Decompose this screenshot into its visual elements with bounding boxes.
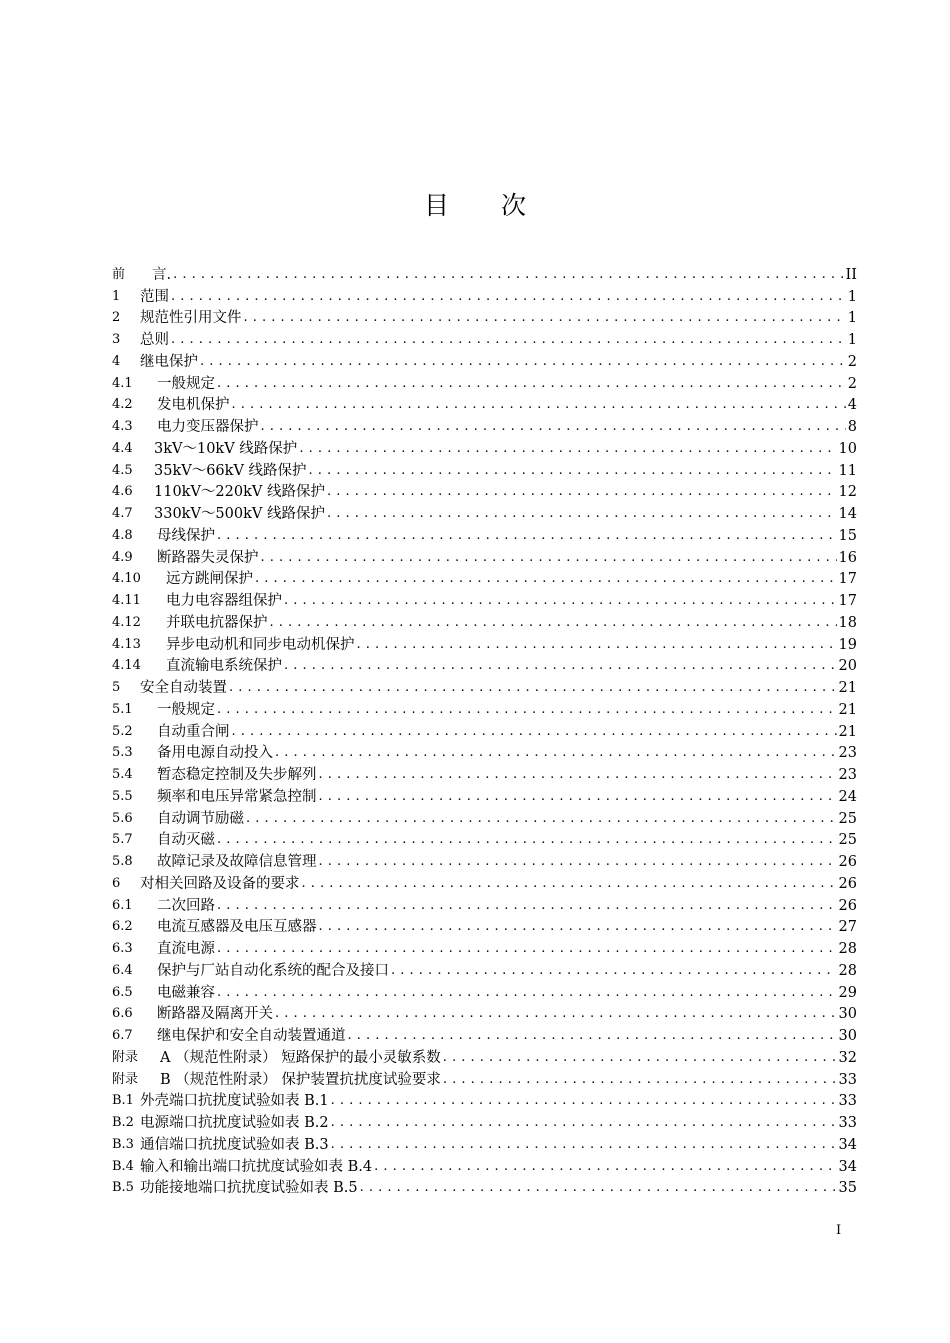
toc-entry-label: 断路器及隔离开关	[157, 1006, 273, 1023]
toc-entry-number: 4.8	[112, 527, 133, 543]
toc-entry-label: 自动重合闸	[157, 723, 230, 740]
toc-entry-label: 并联电抗器保护	[166, 614, 268, 631]
toc-entry-page: 8	[847, 419, 857, 435]
toc-entry-number: 5.2	[112, 723, 133, 739]
toc-leader-dots	[374, 1158, 836, 1176]
toc-entry-page: 21	[838, 701, 857, 718]
toc-entry-number: B.5	[112, 1180, 134, 1196]
toc-entry-page: 21	[838, 680, 857, 696]
toc-entry[interactable]	[112, 958, 857, 980]
toc-entry-label: 二次回路	[157, 897, 215, 914]
toc-entry[interactable]	[112, 828, 857, 850]
toc-leader-dots	[229, 679, 837, 697]
toc-entry[interactable]	[112, 262, 857, 284]
toc-entry[interactable]	[112, 610, 857, 632]
toc-entry-page: 15	[838, 527, 857, 544]
toc-entry[interactable]	[112, 762, 857, 784]
toc-entry-page: 34	[838, 1136, 857, 1153]
toc-leader-dots	[171, 331, 846, 349]
toc-entry-label: 暂态稳定控制及失步解列	[157, 767, 317, 783]
toc-entry-page: 23	[838, 767, 857, 783]
toc-entry-number: 附录	[112, 1071, 139, 1087]
toc-entry-page: 35	[838, 1180, 857, 1197]
toc-leader-dots	[171, 288, 846, 306]
toc-entry[interactable]	[112, 980, 857, 1002]
toc-entry[interactable]	[112, 1154, 857, 1176]
toc-entry-label: 保护与厂站自动化系统的配合及接口	[157, 962, 389, 979]
page-number: I	[836, 1223, 842, 1238]
toc-leader-dots	[348, 1027, 837, 1045]
toc-leader-dots	[284, 657, 837, 675]
toc-entry-page: 11	[838, 462, 857, 479]
toc-entry-page: 34	[838, 1158, 857, 1175]
toc-entry-label: 继电保护	[140, 353, 198, 370]
toc-entry[interactable]	[112, 523, 857, 545]
toc-entry[interactable]	[112, 1045, 857, 1067]
toc-entry[interactable]	[112, 371, 857, 393]
toc-leader-dots	[331, 1136, 837, 1154]
toc-entry-number: 6	[112, 875, 121, 891]
toc-leader-dots	[217, 897, 837, 915]
toc-leader-dots	[327, 505, 837, 523]
toc-entry[interactable]	[112, 393, 857, 415]
toc-entry-number: 5	[112, 680, 121, 695]
toc-entry[interactable]	[112, 349, 857, 371]
toc-entry-number: 6.3	[112, 941, 133, 956]
toc-leader-dots	[443, 1071, 837, 1089]
toc-entry-page: 2	[847, 353, 857, 370]
toc-entry[interactable]	[112, 284, 857, 306]
toc-entry-page: 2	[847, 375, 857, 392]
toc-entry-number: 5.1	[112, 701, 133, 717]
toc-entry[interactable]	[112, 849, 857, 871]
toc-entry-label: 总则	[140, 332, 169, 348]
toc-leader-dots	[246, 810, 837, 828]
toc-entry-label: 电流互感器及电压互感器	[157, 919, 317, 936]
toc-entry-number: 4.4	[112, 440, 133, 456]
toc-entry-number: 4.9	[112, 549, 133, 565]
toc-entry-label: 对相关回路及设备的要求	[140, 875, 300, 892]
toc-entry-number: 4.2	[112, 397, 133, 413]
toc-leader-dots	[261, 418, 846, 436]
toc-entry-page: 28	[838, 962, 857, 979]
toc-leader-dots	[217, 831, 837, 849]
toc-entry-number: 5.8	[112, 854, 133, 869]
toc-entry-number: 6.6	[112, 1006, 133, 1022]
toc-entry-page: 33	[838, 1115, 857, 1131]
toc-leader-dots	[360, 1179, 837, 1197]
toc-entry-number: 4.7	[112, 506, 133, 521]
toc-entry-page: 33	[838, 1093, 857, 1110]
toc-entry-page: 20	[838, 658, 857, 675]
toc-entry-number: B.3	[112, 1136, 134, 1152]
toc-entry-number: 4.12	[112, 614, 141, 630]
toc-entry-label: 直流输电系统保护	[166, 658, 282, 675]
toc-entry-number: 4.13	[112, 636, 141, 652]
toc-entry-number: 4.5	[112, 462, 133, 478]
toc-entry-page: 26	[838, 875, 857, 892]
toc-entry[interactable]	[112, 936, 857, 958]
toc-entry-number: 4	[112, 353, 121, 369]
toc-title-char-1: 目	[423, 191, 449, 220]
toc-entry-label: 范围	[140, 288, 169, 305]
toc-entry-number: 4.3	[112, 419, 133, 434]
toc-leader-dots	[232, 396, 846, 414]
toc-entry[interactable]	[112, 1023, 857, 1045]
toc-entry-number: 4.1	[112, 375, 133, 391]
toc-entry[interactable]	[112, 893, 857, 915]
table-of-contents	[112, 262, 857, 1197]
toc-entry-page: 16	[838, 549, 857, 566]
toc-entry-page: 33	[838, 1071, 857, 1088]
toc-leader-dots	[302, 875, 837, 893]
toc-entry-label: 35kV～66kV 线路保护	[154, 462, 307, 479]
toc-entry[interactable]	[112, 915, 857, 937]
toc-leader-dots	[232, 723, 837, 741]
toc-entry-page: 25	[838, 832, 857, 849]
toc-entry-page: 29	[838, 984, 857, 1001]
toc-leader-dots	[331, 1092, 837, 1110]
toc-entry-label: 故障记录及故障信息管理	[157, 854, 317, 870]
toc-entry-number: 5.5	[112, 788, 133, 804]
toc-entry-label: 直流电源	[157, 941, 215, 957]
toc-entry[interactable]	[112, 1110, 857, 1132]
toc-leader-dots	[217, 940, 837, 958]
toc-entry[interactable]	[112, 784, 857, 806]
toc-entry-label: 自动灭磁	[157, 832, 215, 849]
toc-entry-number: 5.4	[112, 767, 133, 782]
toc-leader-dots	[217, 375, 846, 393]
toc-entry-page: 26	[838, 897, 857, 914]
toc-entry[interactable]	[112, 1067, 857, 1089]
toc-entry-label: 一般规定	[157, 375, 215, 392]
toc-entry[interactable]	[112, 1089, 857, 1111]
toc-entry-number: 4.11	[112, 593, 141, 608]
toc-entry[interactable]	[112, 567, 857, 589]
toc-leader-dots	[244, 309, 846, 327]
toc-entry-number: B.2	[112, 1115, 134, 1130]
toc-leader-dots	[319, 853, 837, 871]
toc-entry-page: II	[845, 266, 857, 283]
toc-entry-page: 17	[838, 593, 857, 609]
toc-entry-page: 18	[838, 614, 857, 631]
toc-leader-dots	[391, 962, 837, 980]
toc-leader-dots	[331, 1114, 837, 1132]
toc-leader-dots	[270, 614, 837, 632]
toc-entry-number: B.4	[112, 1158, 134, 1174]
toc-entry-number: 3	[112, 332, 121, 347]
toc-entry-page: 26	[838, 854, 857, 870]
toc-entry-page: 1	[847, 332, 857, 348]
toc-entry-page: 25	[838, 810, 857, 827]
toc-entry[interactable]	[112, 1132, 857, 1154]
toc-entry-label: 110kV～220kV 线路保护	[154, 484, 325, 501]
toc-entry-page: 10	[838, 440, 857, 457]
toc-entry-label: 规范性引用文件	[140, 310, 242, 327]
toc-entry-number: 6.7	[112, 1028, 133, 1043]
toc-entry-number: 5.3	[112, 745, 133, 761]
toc-title-char-2: 次	[501, 191, 527, 220]
toc-leader-dots	[319, 766, 837, 784]
toc-leader-dots	[284, 592, 837, 610]
toc-entry-number: 附录	[112, 1049, 139, 1065]
toc-entry-number: 2	[112, 310, 121, 326]
toc-entry[interactable]	[112, 458, 857, 480]
toc-entry-number: 4.6	[112, 484, 133, 500]
toc-entry[interactable]	[112, 632, 857, 654]
toc-leader-dots	[261, 549, 837, 567]
toc-entry-number: B.1	[112, 1093, 134, 1109]
toc-entry[interactable]	[112, 501, 857, 523]
toc-entry-page: 17	[838, 571, 857, 588]
toc-entry[interactable]	[112, 675, 857, 697]
toc-leader-dots	[275, 744, 837, 762]
toc-entry-label: 电力变压器保护	[157, 419, 259, 435]
toc-entry-number: 前	[112, 266, 126, 282]
toc-entry-number: 4.14	[112, 658, 141, 674]
toc-entry-number: 5.6	[112, 810, 133, 826]
toc-entry[interactable]	[112, 414, 857, 436]
toc-entry-page: 24	[838, 788, 857, 805]
toc-entry-label: 功能接地端口抗扰度试验如表 B.5	[140, 1180, 358, 1197]
toc-entry-label: A （规范性附录） 短路保护的最小灵敏系数	[160, 1049, 441, 1066]
toc-entry-label: 母线保护	[157, 527, 215, 544]
toc-entry[interactable]	[112, 871, 857, 893]
toc-entry-page: 32	[838, 1049, 857, 1066]
toc-entry[interactable]	[112, 806, 857, 828]
toc-entry-label: 外壳端口抗扰度试验如表 B.1	[140, 1093, 329, 1110]
toc-entry-label: 电源端口抗扰度试验如表 B.2	[140, 1115, 329, 1131]
toc-entry[interactable]	[112, 480, 857, 502]
toc-entry-number: 4.10	[112, 571, 141, 587]
toc-entry-label: 自动调节励磁	[157, 810, 244, 827]
toc-entry-page: 21	[838, 723, 857, 740]
toc-entry[interactable]	[112, 1002, 857, 1024]
toc-entry[interactable]	[112, 436, 857, 458]
toc-leader-dots	[217, 701, 837, 719]
toc-entry-page: 23	[838, 745, 857, 762]
toc-entry[interactable]	[112, 327, 857, 349]
toc-leader-dots	[357, 636, 837, 654]
toc-entry-label: 异步电动机和同步电动机保护	[166, 636, 355, 653]
toc-entry-page: 30	[838, 1006, 857, 1023]
toc-entry-page: 19	[838, 636, 857, 653]
toc-entry-label: 3kV～10kV 线路保护	[154, 440, 298, 457]
toc-entry[interactable]	[112, 654, 857, 676]
toc-entry-label: 继电保护和安全自动装置通道	[157, 1028, 346, 1044]
toc-leader-dots	[173, 266, 843, 284]
toc-entry-label: 330kV～500kV 线路保护	[154, 506, 325, 522]
toc-entry-number: 1	[112, 288, 121, 304]
toc-entry-page: 1	[847, 310, 857, 327]
toc-entry-page: 28	[838, 941, 857, 957]
toc-entry-number: 6.5	[112, 984, 133, 1000]
toc-entry-page: 30	[838, 1028, 857, 1044]
toc-entry-label: 备用电源自动投入	[157, 745, 273, 762]
toc-title	[0, 186, 950, 222]
toc-leader-dots	[217, 984, 837, 1002]
toc-leader-dots	[200, 353, 846, 371]
toc-leader-dots	[319, 918, 837, 936]
toc-entry-label: 一般规定	[157, 701, 215, 718]
toc-entry[interactable]	[112, 1176, 857, 1198]
toc-leader-dots	[309, 462, 837, 480]
toc-entry-number: 6.2	[112, 919, 133, 935]
toc-entry[interactable]	[112, 741, 857, 763]
toc-entry-label: 通信端口抗扰度试验如表 B.3	[140, 1136, 329, 1153]
toc-leader-dots	[275, 1005, 837, 1023]
toc-entry-number: 5.7	[112, 832, 133, 848]
toc-leader-dots	[255, 570, 837, 588]
toc-leader-dots	[327, 483, 837, 501]
toc-entry-label: 电力电容器组保护	[166, 593, 282, 609]
toc-leader-dots	[217, 527, 837, 545]
toc-entry-page: 1	[847, 288, 857, 305]
toc-entry[interactable]	[112, 697, 857, 719]
toc-entry-label: 发电机保护	[157, 397, 230, 414]
toc-entry[interactable]	[112, 719, 857, 741]
toc-leader-dots	[443, 1049, 837, 1067]
toc-entry[interactable]	[112, 545, 857, 567]
toc-entry-label: 频率和电压异常紧急控制	[157, 788, 317, 805]
toc-entry-label: 输入和输出端口抗扰度试验如表 B.4	[140, 1158, 373, 1175]
toc-leader-dots	[299, 440, 836, 458]
toc-entry-page: 4	[847, 397, 857, 414]
toc-entry[interactable]	[112, 588, 857, 610]
toc-entry-label: B （规范性附录） 保护装置抗扰度试验要求	[160, 1071, 441, 1088]
toc-entry-number: 6.4	[112, 962, 133, 978]
toc-entry-page: 27	[838, 919, 857, 936]
toc-entry-page: 14	[838, 506, 857, 522]
toc-entry-label: 断路器失灵保护	[157, 549, 259, 566]
toc-entry-number: 6.1	[112, 897, 133, 913]
toc-entry-label: 言.	[152, 266, 172, 283]
toc-entry-page: 12	[838, 484, 857, 501]
toc-leader-dots	[319, 788, 837, 806]
toc-entry-label: 安全自动装置	[140, 680, 227, 696]
toc-entry-label: 远方跳闸保护	[166, 571, 253, 588]
toc-entry[interactable]	[112, 306, 857, 328]
toc-entry-label: 电磁兼容	[157, 984, 215, 1001]
